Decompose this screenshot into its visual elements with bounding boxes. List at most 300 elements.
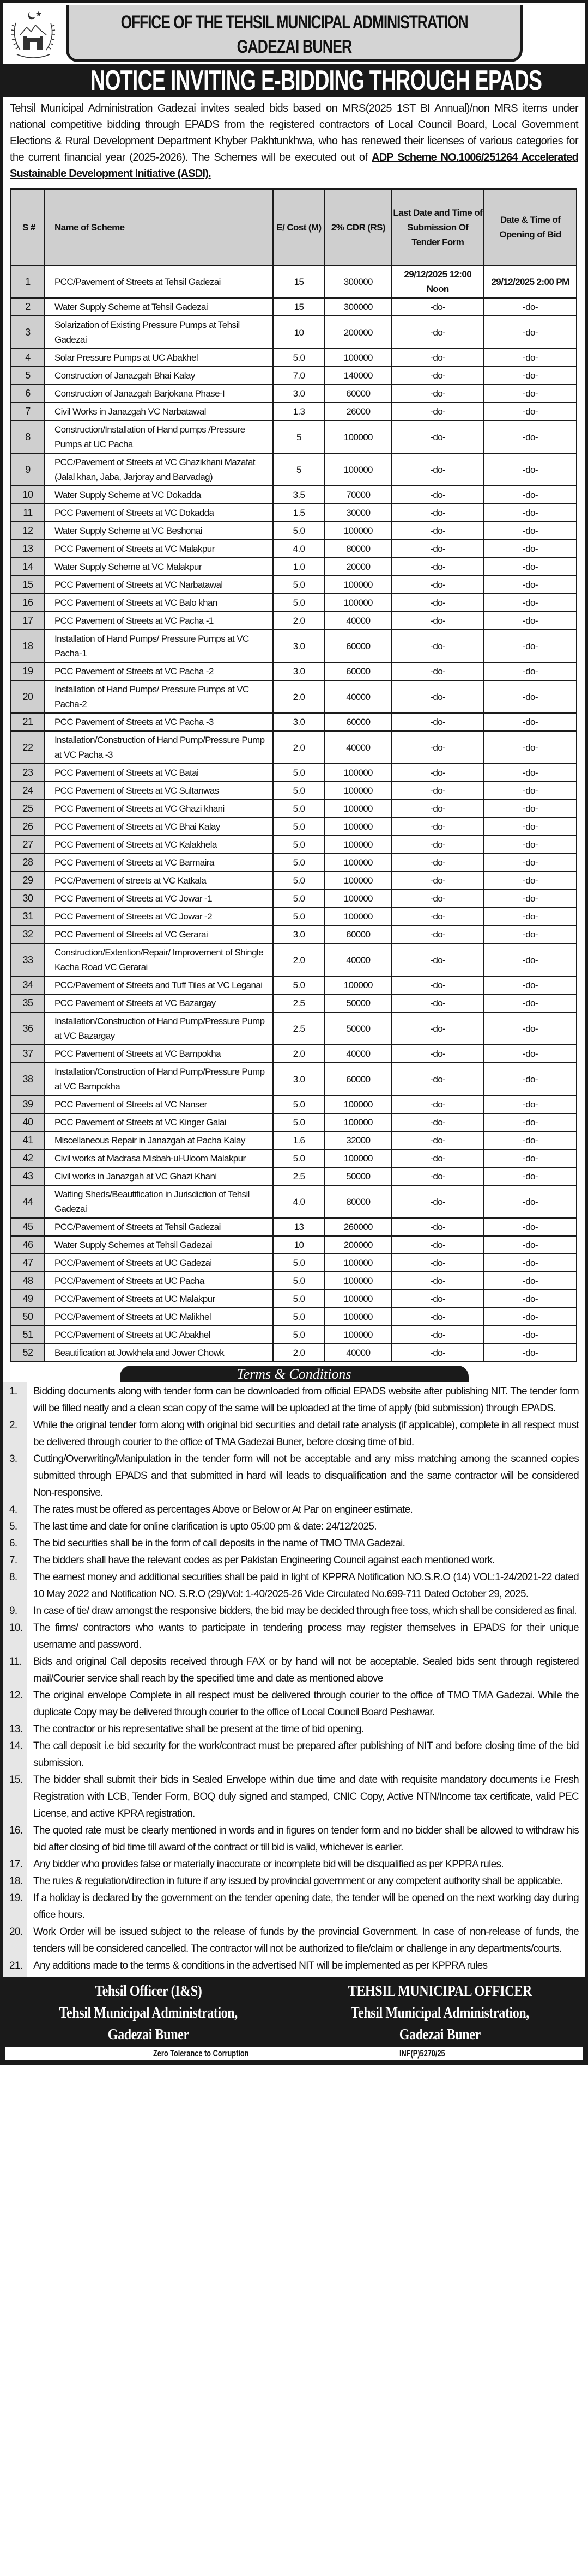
cell-last-date: -do- bbox=[391, 854, 484, 872]
cell-sn: 10 bbox=[11, 486, 45, 504]
cell-sn: 24 bbox=[11, 782, 45, 800]
cell-last-date: -do- bbox=[391, 385, 484, 403]
cell-scheme-name: PCC Pavement of Streets at VC Malakpur bbox=[45, 540, 273, 558]
cell-last-date: -do- bbox=[391, 504, 484, 522]
cell-sn: 27 bbox=[11, 836, 45, 854]
term-number: 10. bbox=[9, 1622, 23, 1634]
cell-sn: 7 bbox=[11, 403, 45, 421]
term-text: While the original tender form along with original bid securities and detail rate analysis (if applicable), complete in all respect must be delivered through courier to the office of TMA Gadezai Buner, before closing time of bid. bbox=[33, 1420, 579, 1448]
cell-cdr: 100000 bbox=[325, 1308, 391, 1326]
cell-scheme-name: PCC Pavement of Streets at VC Jowar -2 bbox=[45, 908, 273, 925]
cell-sn: 48 bbox=[11, 1272, 45, 1290]
term-item bbox=[3, 1552, 579, 1569]
cell-scheme-name: Beautification at Jowkhela and Jower Chowk bbox=[45, 1344, 273, 1362]
cell-sn: 37 bbox=[11, 1045, 45, 1063]
term-text: If a holiday is declared by the government on the tender opening date, the tender will be opened on the next working day during office hours. bbox=[33, 1892, 579, 1921]
cell-cdr: 100000 bbox=[325, 522, 391, 540]
cell-scheme-name: PCC Pavement of Streets at VC Pacha -1 bbox=[45, 612, 273, 630]
term-text: Work Order will be issued subject to the release of funds by the provincial Government. In case of non-release of funds, the tenders will be considered cancelled. The contractor will not be authorized to file/claim or challenge in any departments/courts. bbox=[33, 1926, 579, 1954]
table-row bbox=[11, 890, 577, 908]
term-text: Bidding documents along with tender form can be downloaded from official EPADS website after publishing NIT. The tender form will be filled neatly and a clean scan copy of the same will be uploaded at the time of apply (bid submission) through EPADS. bbox=[33, 1386, 579, 1414]
cell-estimated-cost: 5.0 bbox=[273, 872, 325, 890]
cell-estimated-cost: 1.3 bbox=[273, 403, 325, 421]
cell-opening-date: -do- bbox=[484, 680, 577, 713]
cell-sn: 41 bbox=[11, 1131, 45, 1149]
col-header-cost: E/ Cost (M) bbox=[273, 189, 325, 265]
cell-estimated-cost: 2.0 bbox=[273, 1045, 325, 1063]
term-item bbox=[3, 1619, 579, 1653]
table-row bbox=[11, 1236, 577, 1254]
cell-opening-date: -do- bbox=[484, 890, 577, 908]
table-row bbox=[11, 540, 577, 558]
cell-opening-date: -do- bbox=[484, 800, 577, 818]
cell-scheme-name: PCC Pavement of Streets at VC Kinger Galai bbox=[45, 1113, 273, 1131]
term-number: 19. bbox=[9, 1892, 23, 1904]
cell-last-date: -do- bbox=[391, 1344, 484, 1362]
cell-estimated-cost: 3.0 bbox=[273, 630, 325, 662]
term-text: The bidder shall submit their bids in Sealed Envelope within due time and date with requisite mandatory documents i.e Fresh Registration with LCB, Tender Form, BOQ duly signed and stamped, CNIC Copy, Active NTN/Income tax certificate, valid PEC License, and active KPRA registration. bbox=[33, 1774, 579, 1819]
cell-sn: 8 bbox=[11, 421, 45, 453]
cell-opening-date: -do- bbox=[484, 1254, 577, 1272]
signatory-left-title: Tehsil Officer (I&S) bbox=[95, 1983, 202, 2000]
cell-sn: 46 bbox=[11, 1236, 45, 1254]
cell-scheme-name: Construction of Janazgah Barjokana Phase-I bbox=[45, 385, 273, 403]
cell-cdr: 100000 bbox=[325, 1149, 391, 1167]
cell-sn: 18 bbox=[11, 630, 45, 662]
table-row bbox=[11, 594, 577, 612]
cell-estimated-cost: 1.0 bbox=[273, 558, 325, 576]
table-row bbox=[11, 421, 577, 453]
cell-sn: 14 bbox=[11, 558, 45, 576]
table-row bbox=[11, 1045, 577, 1063]
cell-sn: 50 bbox=[11, 1308, 45, 1326]
cell-opening-date: -do- bbox=[484, 486, 577, 504]
cell-scheme-name: Civil works in Janazgah at VC Ghazi Khani bbox=[45, 1167, 273, 1185]
cell-sn: 31 bbox=[11, 908, 45, 925]
table-row bbox=[11, 1167, 577, 1185]
cell-opening-date: -do- bbox=[484, 403, 577, 421]
cell-estimated-cost: 10 bbox=[273, 316, 325, 349]
table-row bbox=[11, 522, 577, 540]
cell-last-date: -do- bbox=[391, 1045, 484, 1063]
cell-scheme-name: Solarization of Existing Pressure Pumps at Tehsil Gadezai bbox=[45, 316, 273, 349]
cell-scheme-name: PCC Pavement of Streets at VC Pacha -2 bbox=[45, 662, 273, 680]
cell-last-date: -do- bbox=[391, 976, 484, 994]
cell-last-date: -do- bbox=[391, 298, 484, 316]
cell-sn: 51 bbox=[11, 1326, 45, 1344]
term-item bbox=[3, 1822, 579, 1856]
cell-sn: 36 bbox=[11, 1012, 45, 1045]
cell-opening-date: -do- bbox=[484, 558, 577, 576]
cell-sn: 33 bbox=[11, 943, 45, 976]
cell-cdr: 40000 bbox=[325, 943, 391, 976]
col-header-sn: S # bbox=[11, 189, 45, 265]
term-number: 13. bbox=[9, 1724, 23, 1735]
cell-cdr: 30000 bbox=[325, 504, 391, 522]
cell-sn: 42 bbox=[11, 1149, 45, 1167]
table-row bbox=[11, 872, 577, 890]
cell-scheme-name: PCC/Pavement of streets at VC Katkala bbox=[45, 872, 273, 890]
cell-last-date: -do- bbox=[391, 453, 484, 486]
cell-last-date: -do- bbox=[391, 316, 484, 349]
cell-scheme-name: PCC Pavement of Streets at VC Bhai Kalay bbox=[45, 818, 273, 836]
term-item bbox=[3, 1687, 579, 1721]
term-number: 5. bbox=[9, 1521, 17, 1532]
cell-scheme-name: Installation of Hand Pumps/ Pressure Pumps at VC Pacha-1 bbox=[45, 630, 273, 662]
cell-opening-date: -do- bbox=[484, 976, 577, 994]
cell-estimated-cost: 3.0 bbox=[273, 385, 325, 403]
cell-sn: 40 bbox=[11, 1113, 45, 1131]
cell-scheme-name: PCC/Pavement of Streets at UC Malakpur bbox=[45, 1290, 273, 1308]
cell-opening-date: -do- bbox=[484, 1344, 577, 1362]
cell-scheme-name: PCC Pavement of Streets at VC Batai bbox=[45, 764, 273, 782]
cell-cdr: 100000 bbox=[325, 890, 391, 908]
cell-scheme-name: Water Supply Scheme at VC Malakpur bbox=[45, 558, 273, 576]
cell-opening-date: -do- bbox=[484, 782, 577, 800]
cell-scheme-name: PCC/Pavement of Streets at Tehsil Gadezai bbox=[45, 265, 273, 298]
cell-cdr: 40000 bbox=[325, 731, 391, 764]
cell-estimated-cost: 4.0 bbox=[273, 1185, 325, 1218]
term-item bbox=[3, 1653, 579, 1687]
cell-cdr: 100000 bbox=[325, 764, 391, 782]
table-row bbox=[11, 1254, 577, 1272]
cell-last-date: -do- bbox=[391, 731, 484, 764]
table-row bbox=[11, 943, 577, 976]
term-number: 11. bbox=[9, 1656, 22, 1667]
cell-opening-date: -do- bbox=[484, 818, 577, 836]
cell-estimated-cost: 5.0 bbox=[273, 976, 325, 994]
cell-cdr: 200000 bbox=[325, 1236, 391, 1254]
table-row bbox=[11, 385, 577, 403]
table-header-row bbox=[11, 189, 577, 265]
cell-cdr: 40000 bbox=[325, 1344, 391, 1362]
term-item bbox=[3, 1856, 579, 1873]
cell-cdr: 40000 bbox=[325, 612, 391, 630]
cell-last-date: -do- bbox=[391, 367, 484, 385]
cell-estimated-cost: 5.0 bbox=[273, 764, 325, 782]
term-item bbox=[3, 1518, 579, 1535]
cell-scheme-name: PCC Pavement of Streets at VC Pacha -3 bbox=[45, 713, 273, 731]
cell-last-date: -do- bbox=[391, 1326, 484, 1344]
cell-opening-date: -do- bbox=[484, 1131, 577, 1149]
col-header-opening-date: Date & Time of Opening of Bid bbox=[484, 189, 577, 265]
cell-opening-date: -do- bbox=[484, 1272, 577, 1290]
signatory-right-org: Tehsil Municipal Administration, bbox=[350, 2005, 529, 2021]
cell-scheme-name: PCC/Pavement of Streets at UC Malikhel bbox=[45, 1308, 273, 1326]
cell-cdr: 20000 bbox=[325, 558, 391, 576]
cell-scheme-name: Solar Pressure Pumps at UC Abakhel bbox=[45, 349, 273, 367]
term-text: Bids and original Call deposits received through FAX or by hand will not be acceptable. Sealed bids sent through registered mail/Courier service shall reach by the specified time and date as mentioned above bbox=[33, 1656, 579, 1684]
cell-cdr: 60000 bbox=[325, 1063, 391, 1095]
cell-sn: 2 bbox=[11, 298, 45, 316]
cell-last-date: -do- bbox=[391, 522, 484, 540]
cell-opening-date: -do- bbox=[484, 872, 577, 890]
cell-last-date: -do- bbox=[391, 1218, 484, 1236]
cell-estimated-cost: 5.0 bbox=[273, 1308, 325, 1326]
cell-sn: 19 bbox=[11, 662, 45, 680]
cell-last-date: -do- bbox=[391, 612, 484, 630]
signatory-left-org: Tehsil Municipal Administration, bbox=[59, 2005, 238, 2021]
cell-sn: 4 bbox=[11, 349, 45, 367]
cell-scheme-name: Civil works at Madrasa Misbah-ul-Uloom Malakpur bbox=[45, 1149, 273, 1167]
cell-scheme-name: PCC Pavement of Streets at VC Balo khan bbox=[45, 594, 273, 612]
cell-scheme-name: PCC Pavement of Streets at VC Jowar -1 bbox=[45, 890, 273, 908]
table-row bbox=[11, 1012, 577, 1045]
table-row bbox=[11, 1344, 577, 1362]
cell-scheme-name: PCC/Pavement of Streets at Tehsil Gadezai bbox=[45, 1218, 273, 1236]
cell-opening-date: -do- bbox=[484, 764, 577, 782]
table-row bbox=[11, 1131, 577, 1149]
cell-last-date: -do- bbox=[391, 1131, 484, 1149]
cell-opening-date: -do- bbox=[484, 1045, 577, 1063]
cell-cdr: 100000 bbox=[325, 800, 391, 818]
cell-estimated-cost: 13 bbox=[273, 1218, 325, 1236]
table-row bbox=[11, 925, 577, 943]
cell-cdr: 80000 bbox=[325, 540, 391, 558]
term-number: 1. bbox=[9, 1386, 17, 1397]
cell-last-date: -do- bbox=[391, 1012, 484, 1045]
cell-estimated-cost: 5 bbox=[273, 421, 325, 453]
table-row bbox=[11, 800, 577, 818]
cell-estimated-cost: 5.0 bbox=[273, 522, 325, 540]
terms-list bbox=[3, 1382, 585, 1977]
cell-last-date: -do- bbox=[391, 421, 484, 453]
cell-opening-date: -do- bbox=[484, 1113, 577, 1131]
cell-last-date: -do- bbox=[391, 818, 484, 836]
cell-estimated-cost: 5.0 bbox=[273, 576, 325, 594]
cell-last-date: -do- bbox=[391, 1167, 484, 1185]
cell-cdr: 100000 bbox=[325, 908, 391, 925]
cell-opening-date: -do- bbox=[484, 713, 577, 731]
cell-opening-date: -do- bbox=[484, 349, 577, 367]
cell-last-date: -do- bbox=[391, 713, 484, 731]
intro-paragraph bbox=[3, 97, 585, 184]
cell-estimated-cost: 5.0 bbox=[273, 1113, 325, 1131]
cell-last-date: -do- bbox=[391, 662, 484, 680]
cell-cdr: 100000 bbox=[325, 872, 391, 890]
cell-estimated-cost: 7.0 bbox=[273, 367, 325, 385]
cell-estimated-cost: 15 bbox=[273, 265, 325, 298]
cell-scheme-name: PCC Pavement of Streets at VC Bampokha bbox=[45, 1045, 273, 1063]
cell-last-date: -do- bbox=[391, 1063, 484, 1095]
table-row bbox=[11, 298, 577, 316]
cell-cdr: 60000 bbox=[325, 713, 391, 731]
cell-estimated-cost: 3.5 bbox=[273, 486, 325, 504]
cell-cdr: 100000 bbox=[325, 349, 391, 367]
cell-last-date: -do- bbox=[391, 782, 484, 800]
cell-estimated-cost: 5.0 bbox=[273, 1254, 325, 1272]
cell-cdr: 80000 bbox=[325, 1185, 391, 1218]
table-row bbox=[11, 680, 577, 713]
cell-estimated-cost: 5.0 bbox=[273, 1095, 325, 1113]
table-row bbox=[11, 504, 577, 522]
cell-last-date: -do- bbox=[391, 630, 484, 662]
cell-last-date: -do- bbox=[391, 1095, 484, 1113]
term-number: 17. bbox=[9, 1859, 23, 1870]
signatory-left bbox=[3, 1981, 294, 2046]
cell-scheme-name: PCC Pavement of Streets at VC Ghazi khani bbox=[45, 800, 273, 818]
intro-text: Tehsil Municipal Administration Gadezai invites sealed bids based on MRS(2025 1ST BI Annual)/non MRS items under national competitive bidding through EPADS from the registered contractors of Local Council Board, Local Government Elections & Rural Development Department Khyber Pakhtunkhwa, who has renewed their licenses of various categories for the current financial year (2025-2026). The Schemes will be executed out of bbox=[10, 102, 578, 163]
cell-last-date: -do- bbox=[391, 540, 484, 558]
cell-cdr: 100000 bbox=[325, 836, 391, 854]
cell-cdr: 100000 bbox=[325, 818, 391, 836]
term-item bbox=[3, 1569, 579, 1603]
term-item bbox=[3, 1721, 579, 1738]
cell-last-date: -do- bbox=[391, 925, 484, 943]
cell-last-date: -do- bbox=[391, 1308, 484, 1326]
table-row bbox=[11, 1185, 577, 1218]
cell-estimated-cost: 2.5 bbox=[273, 1167, 325, 1185]
term-item bbox=[3, 1383, 579, 1417]
cell-cdr: 200000 bbox=[325, 316, 391, 349]
cell-opening-date: -do- bbox=[484, 1290, 577, 1308]
table-row bbox=[11, 976, 577, 994]
cell-sn: 30 bbox=[11, 890, 45, 908]
col-header-cdr: 2% CDR (RS) bbox=[325, 189, 391, 265]
term-text: The original envelope Complete in all respect must be delivered through courier to the office of TMO TMA Gadezai. While the duplicate Copy may be delivered through courier to the office of Local Council Board Peshawar. bbox=[33, 1690, 579, 1718]
cell-last-date: -do- bbox=[391, 1236, 484, 1254]
cell-cdr: 60000 bbox=[325, 385, 391, 403]
table-row bbox=[11, 1149, 577, 1167]
table-row bbox=[11, 782, 577, 800]
cell-sn: 12 bbox=[11, 522, 45, 540]
cell-estimated-cost: 3.0 bbox=[273, 662, 325, 680]
cell-scheme-name: Installation/Construction of Hand Pump/Pressure Pump at VC Bazargay bbox=[45, 1012, 273, 1045]
cell-cdr: 26000 bbox=[325, 403, 391, 421]
cell-estimated-cost: 2.5 bbox=[273, 994, 325, 1012]
cell-scheme-name: PCC/Pavement of Streets at UC Abakhel bbox=[45, 1326, 273, 1344]
cell-scheme-name: PCC Pavement of Streets at VC Narbatawal bbox=[45, 576, 273, 594]
table-row bbox=[11, 764, 577, 782]
cell-estimated-cost: 10 bbox=[273, 1236, 325, 1254]
cell-cdr: 100000 bbox=[325, 576, 391, 594]
cell-sn: 47 bbox=[11, 1254, 45, 1272]
term-number: 8. bbox=[9, 1572, 17, 1583]
term-text: The earnest money and additional securities shall be paid in light of KPPRA Notification NO.S.R.O (14) VOL:1-24/2021-22 dated 10 May 2022 and Notification NO. S.R.O (29)/Vol: 1-40/2025-26 Vide Circulated No.699-711 Dated October 29, 2025. bbox=[33, 1572, 579, 1600]
cell-opening-date: -do- bbox=[484, 421, 577, 453]
cell-cdr: 40000 bbox=[325, 680, 391, 713]
cell-estimated-cost: 5.0 bbox=[273, 1326, 325, 1344]
schemes-table bbox=[10, 188, 577, 1362]
office-title-box bbox=[66, 5, 523, 62]
term-item bbox=[3, 1603, 579, 1619]
table-row bbox=[11, 713, 577, 731]
cell-scheme-name: PCC Pavement of Streets at VC Dokadda bbox=[45, 504, 273, 522]
cell-opening-date: -do- bbox=[484, 1308, 577, 1326]
cell-scheme-name: Water Supply Schemes at Tehsil Gadezai bbox=[45, 1236, 273, 1254]
table-row bbox=[11, 612, 577, 630]
cell-sn: 43 bbox=[11, 1167, 45, 1185]
cell-cdr: 300000 bbox=[325, 298, 391, 316]
cell-opening-date: -do- bbox=[484, 540, 577, 558]
cell-sn: 28 bbox=[11, 854, 45, 872]
office-location: GADEZAI BUNER bbox=[237, 36, 352, 57]
term-number: 9. bbox=[9, 1605, 17, 1617]
col-header-name: Name of Scheme bbox=[45, 189, 273, 265]
cell-estimated-cost: 5.0 bbox=[273, 908, 325, 925]
cell-last-date: -do- bbox=[391, 994, 484, 1012]
cell-opening-date: -do- bbox=[484, 630, 577, 662]
cell-opening-date: -do- bbox=[484, 1236, 577, 1254]
cell-cdr: 100000 bbox=[325, 421, 391, 453]
cell-scheme-name: Construction/Extention/Repair/ Improvement of Shingle Kacha Road VC Gerarai bbox=[45, 943, 273, 976]
cell-sn: 9 bbox=[11, 453, 45, 486]
term-number: 16. bbox=[9, 1825, 23, 1836]
term-item bbox=[3, 1923, 579, 1957]
cell-scheme-name: PCC Pavement of Streets at VC Kalakhela bbox=[45, 836, 273, 854]
cell-sn: 5 bbox=[11, 367, 45, 385]
term-number: 14. bbox=[9, 1740, 23, 1752]
term-text: In case of tie/ draw amongst the responsive bidders, the bid may be decided through free toss, which shall be considered as final. bbox=[33, 1605, 577, 1617]
cell-scheme-name: PCC/Pavement of Streets at UC Pacha bbox=[45, 1272, 273, 1290]
cell-last-date: -do- bbox=[391, 349, 484, 367]
cell-cdr: 60000 bbox=[325, 925, 391, 943]
cell-estimated-cost: 1.6 bbox=[273, 1131, 325, 1149]
term-number: 12. bbox=[9, 1690, 23, 1701]
cell-opening-date: -do- bbox=[484, 1095, 577, 1113]
table-row bbox=[11, 731, 577, 764]
term-text: The bid securities shall be in the form of call deposits in the name of TMO TMA Gadezai. bbox=[33, 1538, 405, 1549]
cell-opening-date: -do- bbox=[484, 1149, 577, 1167]
term-number: 18. bbox=[9, 1875, 23, 1887]
cell-opening-date: -do- bbox=[484, 994, 577, 1012]
cell-sn: 13 bbox=[11, 540, 45, 558]
term-text: The bidders shall have the relevant codes as per Pakistan Engineering Council against each mentioned work. bbox=[33, 1555, 495, 1566]
cell-cdr: 40000 bbox=[325, 1045, 391, 1063]
cell-cdr: 100000 bbox=[325, 782, 391, 800]
cell-last-date: -do- bbox=[391, 1290, 484, 1308]
cell-cdr: 50000 bbox=[325, 1012, 391, 1045]
cell-estimated-cost: 5.0 bbox=[273, 1272, 325, 1290]
cell-estimated-cost: 5.0 bbox=[273, 1290, 325, 1308]
table-row bbox=[11, 486, 577, 504]
term-number: 4. bbox=[9, 1504, 17, 1515]
cell-scheme-name: Water Supply Scheme at VC Beshonai bbox=[45, 522, 273, 540]
term-text: The firms/ contractors who wants to participate in tendering process may register themselves in EPADS for their unique username and password. bbox=[33, 1622, 579, 1651]
term-item bbox=[3, 1890, 579, 1923]
cell-last-date: -do- bbox=[391, 1272, 484, 1290]
cell-last-date: -do- bbox=[391, 908, 484, 925]
cell-last-date: -do- bbox=[391, 1185, 484, 1218]
term-text: The contractor or his representative shall be present at the time of bid opening. bbox=[33, 1724, 364, 1735]
cell-scheme-name: Installation of Hand Pumps/ Pressure Pumps at VC Pacha-2 bbox=[45, 680, 273, 713]
cell-scheme-name: Installation/Construction of Hand Pump/Pressure Pump at VC Pacha -3 bbox=[45, 731, 273, 764]
term-number: 6. bbox=[9, 1538, 17, 1549]
term-number: 20. bbox=[9, 1926, 23, 1938]
term-text: Cutting/Overwriting/Manipulation in the tender form will not be acceptable and any miss matching among the scanned copies submitted through EPADS and that submitted in hard will leads to disqualification and the same contractor will be considered Non-responsive. bbox=[33, 1453, 579, 1499]
cell-opening-date: -do- bbox=[484, 731, 577, 764]
term-text: The quoted rate must be clearly mentioned in words and in figures on tender form and no bidder shall be allowed to withdraw his bid after closing of bid time till award of the contract or till bid is valid, whichever is earlier. bbox=[33, 1825, 579, 1853]
cell-estimated-cost: 2.0 bbox=[273, 680, 325, 713]
office-title: OFFICE OF THE TEHSIL MUNICIPAL ADMINISTRATION bbox=[120, 12, 468, 33]
table-row bbox=[11, 1113, 577, 1131]
cell-sn: 29 bbox=[11, 872, 45, 890]
cell-cdr: 50000 bbox=[325, 1167, 391, 1185]
cell-cdr: 60000 bbox=[325, 630, 391, 662]
cell-sn: 15 bbox=[11, 576, 45, 594]
signatory-right bbox=[294, 1981, 586, 2046]
cell-last-date: -do- bbox=[391, 680, 484, 713]
cell-estimated-cost: 15 bbox=[273, 298, 325, 316]
cell-sn: 38 bbox=[11, 1063, 45, 1095]
cell-opening-date: -do- bbox=[484, 908, 577, 925]
cell-estimated-cost: 5.0 bbox=[273, 594, 325, 612]
term-text: Any bidder who provides false or materially inaccurate or incomplete bid will be disqualified as per KPPRA rules. bbox=[33, 1859, 504, 1870]
cell-sn: 16 bbox=[11, 594, 45, 612]
cell-opening-date: -do- bbox=[484, 1185, 577, 1218]
cell-opening-date: -do- bbox=[484, 594, 577, 612]
cell-opening-date: -do- bbox=[484, 385, 577, 403]
